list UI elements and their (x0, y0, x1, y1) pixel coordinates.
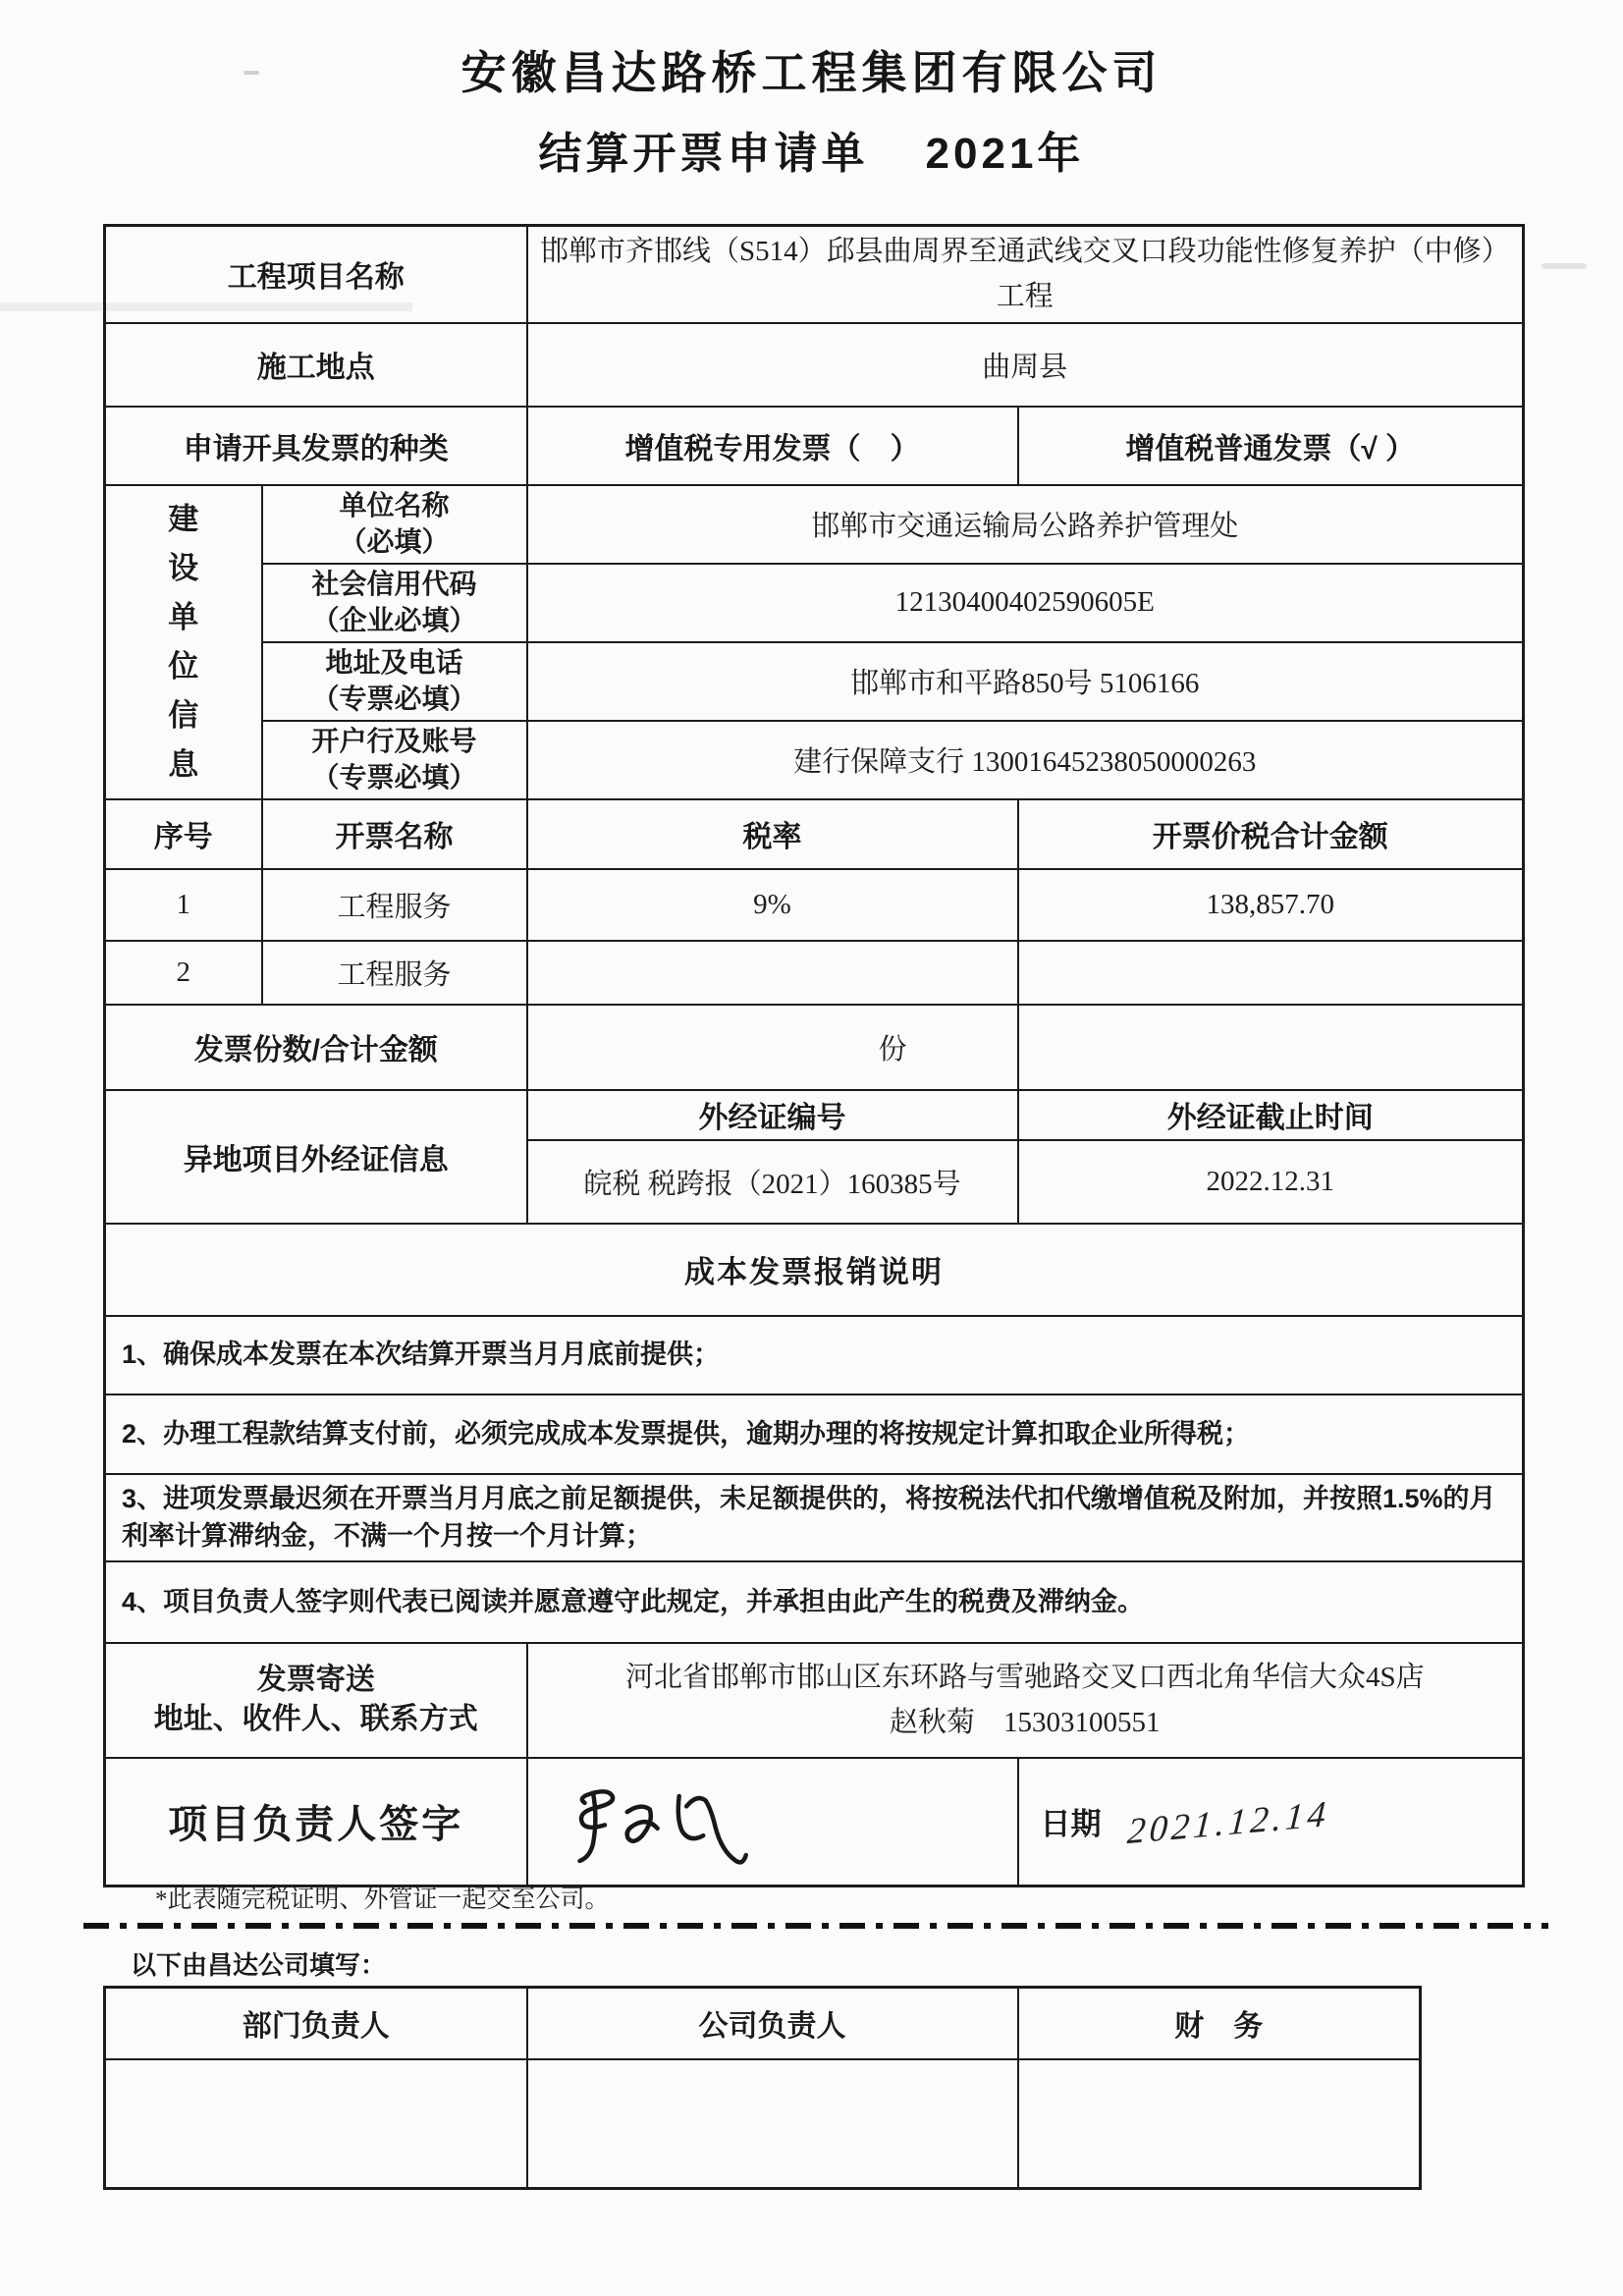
signature-cell (527, 1758, 1018, 1886)
cert-header-row (105, 1090, 1524, 1140)
date-cell (1018, 1758, 1524, 1886)
item-2-name: 工程服务 (262, 941, 527, 1005)
invoice-count-row (105, 1005, 1524, 1090)
owner-name-value: 邯郸市交通运输局公路养护管理处 (527, 485, 1524, 564)
note-row-2 (105, 1394, 1524, 1474)
subtitle-year: 2021年 (925, 130, 1085, 178)
application-form-table (103, 224, 1525, 1887)
project-name-value: 邯郸市齐邯线（S514）邱县曲周界至通武线交叉口段功能性修复养护（中修）工程 (527, 226, 1524, 323)
company-approval-table (103, 1986, 1422, 2190)
cert-deadline-header: 外经证截止时间 (1018, 1090, 1524, 1140)
page-title: 安徽昌达路桥工程集团有限公司 (460, 47, 1163, 98)
owner-credit-code-value: 12130400402590605E (527, 564, 1524, 642)
sign-label: 项目负责人签字 (105, 1758, 527, 1886)
delivery-label: 发票寄送 地址、收件人、联系方式 (105, 1643, 527, 1758)
items-header-name: 开票名称 (262, 799, 527, 869)
invoice-count-label: 发票份数/合计金额 (105, 1005, 527, 1090)
subtitle-form-name: 结算开票申请单 (538, 130, 869, 178)
notes-title-row (105, 1224, 1524, 1316)
item-1-no: 1 (105, 869, 262, 941)
note-item-2: 2、办理工程款结算支付前，必须完成成本发票提供，逾期办理的将按规定计算扣取企业所得税； (105, 1394, 1524, 1474)
delivery-address: 河北省邯郸市邯山区东环路与雪驰路交叉口西北角华信大众4S店 (624, 1661, 1425, 1693)
note-row-4 (105, 1561, 1524, 1643)
note-item-1: 1、确保成本发票在本次结算开票当月月底前提供； (105, 1316, 1524, 1394)
table-row (105, 721, 1524, 799)
items-header-no: 序号 (105, 799, 262, 869)
invoice-count-amount (1018, 1005, 1524, 1090)
owner-bank-account-value: 建行保障支行 13001645238050000263 (527, 721, 1524, 799)
dashed-cut-line (83, 1923, 1548, 1929)
owner-bank-account-label: 开户行及账号 （专票必填） (262, 721, 527, 799)
signature-row (105, 1758, 1524, 1886)
approval-department-cell (105, 2059, 527, 2189)
owner-name-label: 单位名称 （必填） (262, 485, 527, 564)
cert-no-value: 皖税 税跨报（2021）160385号 (527, 1140, 1018, 1224)
note-item-4: 4、项目负责人签字则代表已阅读并愿意遵守此规定，并承担由此产生的税费及滞纳金。 (105, 1561, 1524, 1643)
approval-company-cell (527, 2059, 1018, 2189)
scan-artifact (1542, 263, 1587, 269)
note-row-1 (105, 1316, 1524, 1394)
note-item-3: 3、进项发票最迟须在开票当月月底之前足额提供，未足额提供的，将按税法代扣代缴增值税及附加，并按照1.5%的月利率计算滞纳金，不满一个月按一个月计算； (105, 1474, 1524, 1561)
delivery-contact: 赵秋菊 15303100551 (890, 1707, 1161, 1738)
owner-address-phone-label: 地址及电话 （专票必填） (262, 642, 527, 721)
site-label: 施工地点 (105, 323, 527, 407)
table-row (105, 323, 1524, 407)
item-2-no: 2 (105, 941, 262, 1005)
table-row (105, 642, 1524, 721)
item-1-name: 工程服务 (262, 869, 527, 941)
site-value: 曲周县 (527, 323, 1524, 407)
signature-handwriting (554, 1766, 759, 1886)
date-value-handwritten: 2021.12.14 (1125, 1794, 1330, 1853)
cert-group-label: 异地项目外经证信息 (105, 1090, 527, 1224)
cost-notes-title: 成本发票报销说明 (105, 1224, 1524, 1316)
items-header-rate: 税率 (527, 799, 1018, 869)
approval-empty-row (105, 2059, 1421, 2189)
item-row-1 (105, 869, 1524, 941)
note-row-3 (105, 1474, 1524, 1561)
approval-header-company: 公司负责人 (527, 1988, 1018, 2059)
invoice-type-special-option: 增值税专用发票（ ） (527, 407, 1018, 485)
approval-finance-cell (1018, 2059, 1421, 2189)
project-name-label: 工程项目名称 (105, 226, 527, 323)
approval-header-department: 部门负责人 (105, 1988, 527, 2059)
invoice-type-general-option: 增值税普通发票（√ ） (1018, 407, 1524, 485)
table-row (105, 485, 1524, 564)
table-row (105, 226, 1524, 323)
cert-deadline-value: 2022.12.31 (1018, 1140, 1524, 1224)
owner-credit-code-label: 社会信用代码 （企业必填） (262, 564, 527, 642)
item-2-amount (1018, 941, 1524, 1005)
document-header (0, 37, 1623, 181)
item-2-rate (527, 941, 1018, 1005)
delivery-value (527, 1643, 1524, 1758)
approval-header-finance: 财 务 (1018, 1988, 1421, 2059)
invoice-count-unit: 份 (527, 1005, 1018, 1090)
items-header-amount: 开票价税合计金额 (1018, 799, 1524, 869)
table-row (105, 564, 1524, 642)
item-1-amount: 138,857.70 (1018, 869, 1524, 941)
delivery-row (105, 1643, 1524, 1758)
date-label: 日期 (1040, 1807, 1102, 1842)
items-header-row (105, 799, 1524, 869)
item-1-rate: 9% (527, 869, 1018, 941)
company-fill-instruction: 以下由昌达公司填写： (131, 1950, 387, 1980)
owner-address-phone-value: 邯郸市和平路850号 5106166 (527, 642, 1524, 721)
item-row-2 (105, 941, 1524, 1005)
page-subtitle (0, 118, 1623, 181)
owner-info-group-label: 建设单位信息 (105, 485, 262, 799)
approval-header-row (105, 1988, 1421, 2059)
cert-no-header: 外经证编号 (527, 1090, 1018, 1140)
table-row (105, 407, 1524, 485)
invoice-type-label: 申请开具发票的种类 (105, 407, 527, 485)
footnote: *此表随完税证明、外管证一起交至公司。 (155, 1886, 610, 1913)
